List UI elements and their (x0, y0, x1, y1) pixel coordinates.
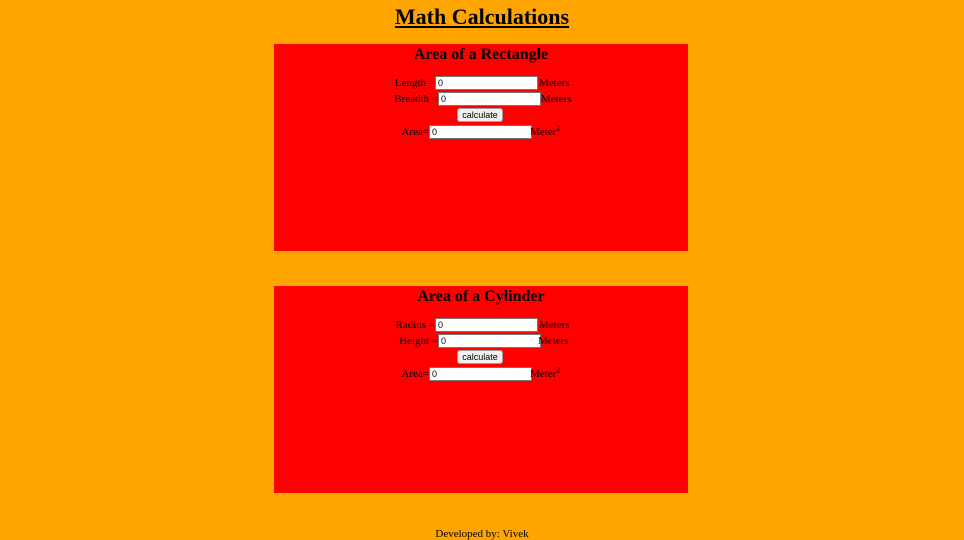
footer-credit: Developed by: Vivek (435, 528, 529, 540)
rectangle-area-output[interactable] (429, 125, 532, 139)
cylinder-area-row (274, 366, 688, 382)
radius-label: Radius = (395, 319, 435, 331)
breadth-unit: Meters (541, 93, 572, 105)
rectangle-calc-row (274, 107, 688, 123)
cylinder-area-label: Area= (401, 368, 429, 380)
rectangle-area-unit-text: Meter (530, 126, 557, 138)
cylinder-area-unit-exponent: 2 (556, 365, 561, 375)
breadth-row (274, 91, 688, 107)
rectangle-calculate-button[interactable]: calculate (457, 108, 503, 122)
radius-row (274, 317, 688, 333)
length-unit: Meters (539, 77, 570, 89)
radius-input[interactable] (435, 318, 538, 332)
rectangle-area-unit (530, 124, 560, 140)
length-label: Length = (394, 77, 435, 89)
height-unit: Meters (538, 335, 569, 347)
cylinder-title: Area of a Cylinder (417, 288, 545, 305)
height-input[interactable] (438, 334, 541, 348)
breadth-input[interactable] (438, 92, 541, 106)
rectangle-area-label: Area= (401, 126, 429, 138)
page-title: Math Calculations (394, 4, 570, 29)
cylinder-area-unit-text: Meter (530, 368, 557, 380)
rectangle-area-row (274, 124, 688, 140)
length-row (274, 75, 688, 91)
breadth-label: Breadth = (394, 93, 438, 105)
height-row (274, 333, 688, 349)
rectangle-area-unit-exponent: 2 (556, 123, 561, 133)
radius-unit: Meters (539, 319, 570, 331)
cylinder-card (274, 286, 688, 493)
cylinder-calculate-button[interactable]: calculate (457, 350, 503, 364)
rectangle-title: Area of a Rectangle (413, 46, 549, 63)
rectangle-card (274, 44, 688, 251)
height-label: Height = (399, 335, 438, 347)
cylinder-calc-row (274, 349, 688, 365)
length-input[interactable] (435, 76, 538, 90)
cylinder-area-unit (530, 366, 560, 382)
cylinder-area-output[interactable] (429, 367, 532, 381)
